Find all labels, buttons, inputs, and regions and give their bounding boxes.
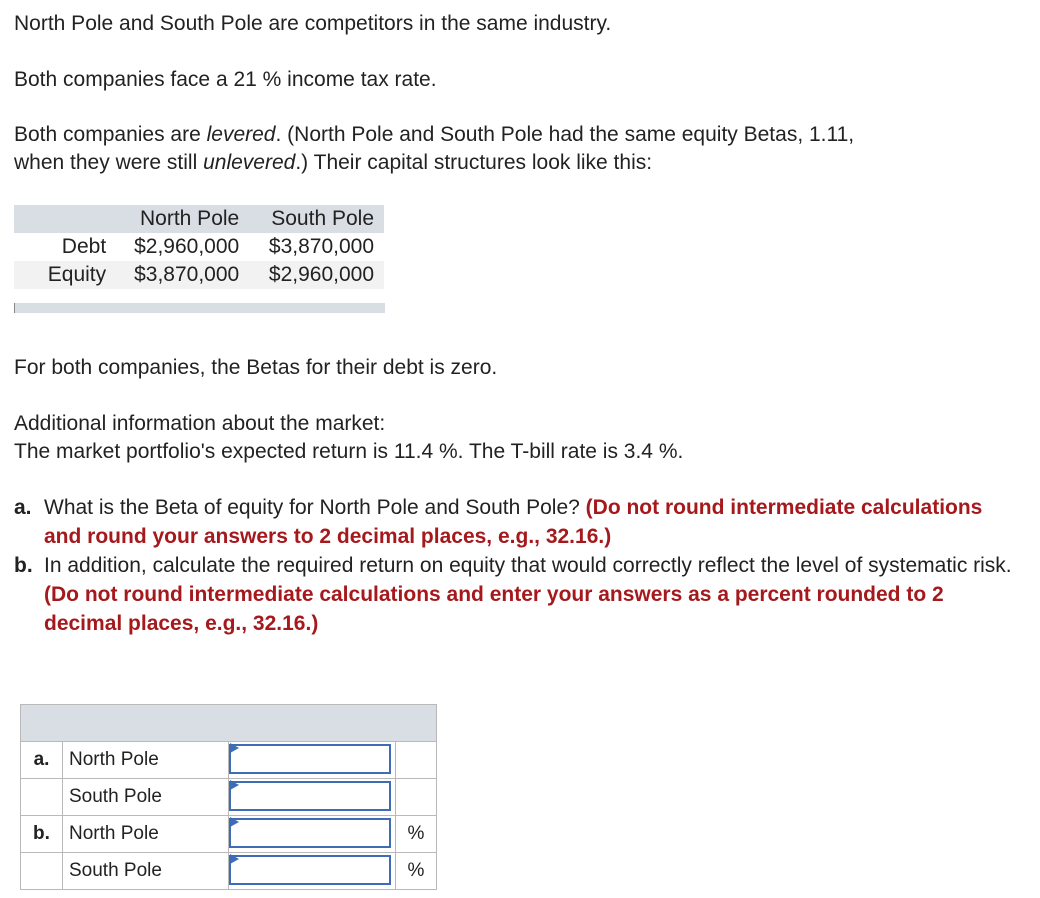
capital-header-blank bbox=[14, 205, 106, 233]
beta-south-input[interactable] bbox=[229, 781, 391, 811]
return-north-input[interactable] bbox=[229, 818, 391, 848]
capital-row-label: Equity bbox=[47, 263, 107, 286]
input-marker-icon bbox=[230, 780, 239, 790]
return-south-input[interactable] bbox=[229, 855, 391, 885]
percent-unit: % bbox=[396, 853, 437, 890]
answer-input-cell bbox=[229, 742, 396, 779]
table-footer-bar bbox=[14, 303, 385, 313]
answer-part-label: b. bbox=[21, 816, 63, 853]
answer-header-cell bbox=[21, 705, 437, 742]
capital-north-value: $2,960,000 bbox=[134, 235, 240, 258]
capital-south-value: $3,870,000 bbox=[268, 235, 374, 258]
capital-table-header bbox=[14, 205, 384, 233]
capital-header-south: South Pole bbox=[271, 207, 374, 230]
capital-row-debt bbox=[14, 233, 384, 261]
question-text: What is the Beta of equity for North Pole and South Pole? bbox=[44, 496, 586, 519]
market-info-heading: Additional information about the market: bbox=[14, 412, 386, 435]
intro-line-levered bbox=[14, 121, 854, 177]
market-info bbox=[14, 410, 683, 466]
market-info-detail: The market portfolio's expected return is 11.4 %. The T-bill rate is 3.4 %. bbox=[14, 440, 684, 463]
answer-company-label: North Pole bbox=[63, 816, 229, 853]
answer-row bbox=[21, 853, 437, 890]
intro-line-tax: Both companies face a 21 % income tax rate. bbox=[14, 68, 437, 91]
answer-row bbox=[21, 779, 437, 816]
levered-text-d: when they were still bbox=[14, 151, 204, 174]
answer-row bbox=[21, 816, 437, 853]
answer-unit bbox=[396, 779, 437, 816]
answer-row bbox=[21, 742, 437, 779]
questions-list bbox=[14, 493, 1024, 638]
levered-word: levered bbox=[206, 123, 276, 146]
capital-south-value: $2,960,000 bbox=[268, 263, 374, 286]
answer-part-label: a. bbox=[21, 742, 63, 779]
unlevered-word: unlevered bbox=[203, 151, 296, 174]
levered-text-a: Both companies are bbox=[14, 123, 207, 146]
question-instruction: (Do not round intermediate calculations and enter your answers as a percent rounded to 2 decimal places, e.g., 32.16.) bbox=[44, 583, 944, 635]
capital-structure-table bbox=[14, 205, 384, 289]
levered-text-c: . (North Pole and South Pole had the same equity Betas, 1.11, bbox=[275, 123, 855, 146]
question-label: a. bbox=[14, 496, 32, 519]
answer-part-label bbox=[21, 779, 63, 816]
beta-north-input[interactable] bbox=[229, 744, 391, 774]
answer-unit bbox=[396, 742, 437, 779]
capital-header-north: North Pole bbox=[140, 207, 240, 230]
answer-input-cell bbox=[229, 816, 396, 853]
capital-row-label: Debt bbox=[61, 235, 107, 258]
levered-text-f: .) Their capital structures look like this: bbox=[295, 151, 653, 174]
answer-table-header bbox=[21, 705, 437, 742]
question-b bbox=[14, 551, 1024, 638]
capital-row-equity bbox=[14, 261, 384, 289]
question-label: b. bbox=[14, 554, 33, 577]
answer-table bbox=[20, 704, 437, 890]
intro-line-competitors: North Pole and South Pole are competitors in the same industry. bbox=[14, 12, 612, 35]
input-marker-icon bbox=[230, 817, 239, 827]
answer-part-label bbox=[21, 853, 63, 890]
answer-input-cell bbox=[229, 779, 396, 816]
question-text: In addition, calculate the required return on equity that would correctly reflect the level of systematic risk. bbox=[44, 554, 1012, 577]
percent-unit: % bbox=[396, 816, 437, 853]
answer-input-cell bbox=[229, 853, 396, 890]
answer-company-label: South Pole bbox=[63, 779, 229, 816]
capital-north-value: $3,870,000 bbox=[134, 263, 240, 286]
answer-company-label: North Pole bbox=[63, 742, 229, 779]
question-a bbox=[14, 493, 1024, 551]
debt-beta-note: For both companies, the Betas for their debt is zero. bbox=[14, 356, 498, 379]
input-marker-icon bbox=[230, 743, 239, 753]
input-marker-icon bbox=[230, 854, 239, 864]
answer-company-label: South Pole bbox=[63, 853, 229, 890]
question-instruction: (Do not round intermediate calculations and round your answers to 2 decimal places, e.g., 32.16.) bbox=[44, 496, 983, 548]
